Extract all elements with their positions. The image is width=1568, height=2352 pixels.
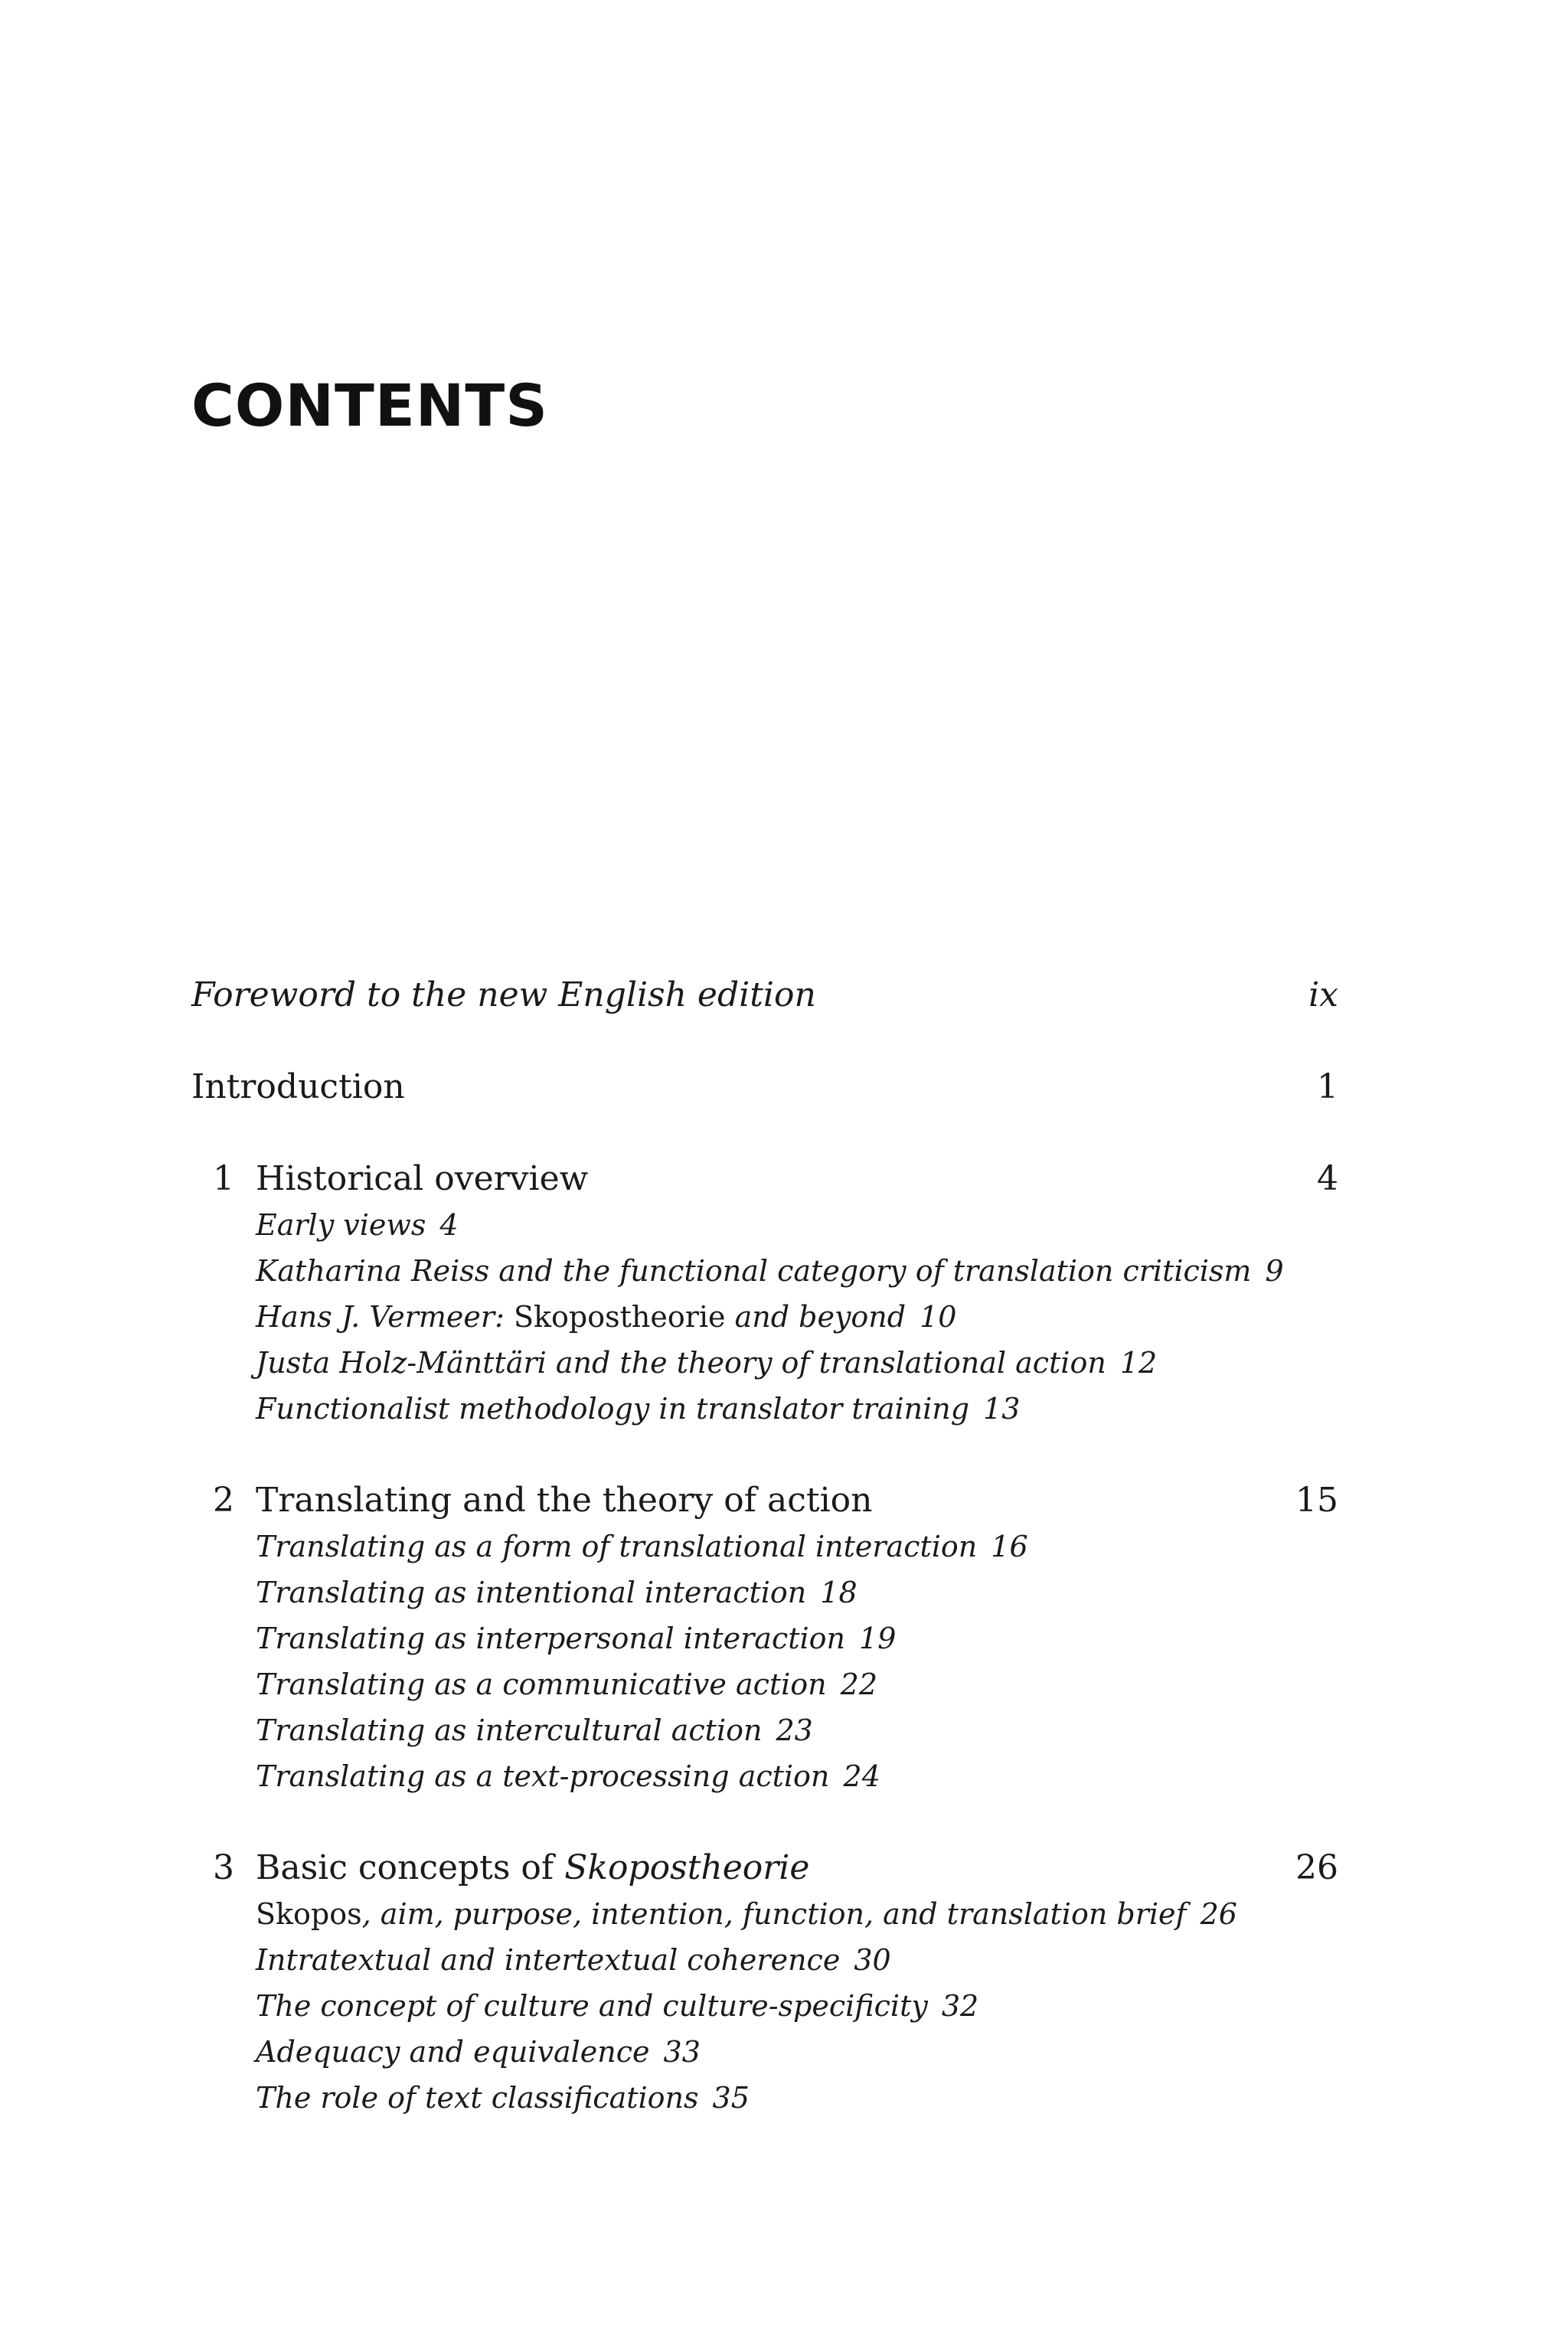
chapter-number: 1 — [213, 1159, 234, 1198]
toc-chapter-3[interactable] — [191, 1845, 1338, 1891]
section-page: 4 — [439, 1208, 459, 1242]
chapter-number: 3 — [213, 1848, 234, 1887]
section-page: 10 — [920, 1300, 957, 1334]
toc-entry-introduction[interactable] — [191, 1064, 1338, 1110]
spacer — [191, 1432, 1338, 1478]
section-page: 12 — [1119, 1346, 1158, 1380]
section-page: 30 — [854, 1943, 891, 1977]
section-page: 18 — [820, 1576, 858, 1609]
page-title: CONTENTS — [191, 371, 548, 439]
toc-section[interactable] — [256, 1386, 1338, 1432]
toc-entry-foreword[interactable] — [191, 972, 1338, 1018]
toc-entry-page: ix — [1308, 975, 1338, 1014]
section-page: 26 — [1200, 1897, 1237, 1931]
section-title: Functionalist methodology in translator training — [256, 1392, 970, 1426]
section-title: Adequacy and equivalence — [256, 2035, 650, 2069]
spacer — [191, 1110, 1338, 1156]
section-title: Translating as intentional interaction — [256, 1576, 807, 1609]
toc-section[interactable] — [256, 1340, 1338, 1386]
section-title-part-roman: Skopos — [256, 1897, 362, 1931]
section-page: 19 — [859, 1622, 897, 1655]
chapter-page: 26 — [1295, 1848, 1338, 1887]
toc-chapter-2[interactable] — [191, 1478, 1338, 1524]
section-title: Translating as intercultural action — [256, 1713, 763, 1747]
section-page: 22 — [840, 1668, 878, 1701]
toc-entry-page: 1 — [1317, 1067, 1338, 1106]
section-page: 35 — [712, 2081, 750, 2115]
section-title-part: , aim, purpose, intention, function, and translation brief — [361, 1897, 1187, 1931]
toc-section[interactable] — [256, 1524, 1338, 1570]
spacer — [191, 1018, 1338, 1064]
section-page: 32 — [941, 1989, 979, 2023]
section-title: Early views — [256, 1208, 426, 1242]
toc-chapter-1[interactable] — [191, 1156, 1338, 1202]
toc-section[interactable] — [256, 1707, 1338, 1753]
toc-section[interactable] — [256, 2029, 1338, 2075]
chapter-title: Translating and the theory of action — [256, 1481, 873, 1520]
section-page: 23 — [776, 1713, 813, 1747]
toc-section[interactable] — [256, 2075, 1338, 2121]
toc-section[interactable] — [256, 1891, 1338, 1937]
section-page: 33 — [663, 2035, 701, 2069]
section-page: 16 — [991, 1530, 1028, 1563]
chapter-title — [256, 1845, 809, 1891]
toc-entry-title: Foreword to the new English edition — [191, 975, 816, 1014]
toc-section[interactable] — [256, 1661, 1338, 1707]
section-title-part: Hans J. Vermeer: — [256, 1300, 514, 1334]
toc-section[interactable] — [256, 1202, 1338, 1248]
toc-section[interactable] — [256, 1753, 1338, 1799]
chapter-page: 4 — [1317, 1159, 1338, 1198]
toc-section[interactable] — [256, 1937, 1338, 1983]
section-title: Katharina Reiss and the functional category of translation criticism — [256, 1254, 1252, 1288]
section-title: Translating as a form of translational interaction — [256, 1530, 978, 1563]
section-title-part-roman: Skopostheorie — [513, 1300, 726, 1334]
toc-section[interactable] — [256, 1615, 1338, 1661]
section-title: Intratextual and intertextual coherence — [256, 1943, 841, 1977]
spacer — [191, 1799, 1338, 1845]
section-page: 24 — [843, 1759, 880, 1793]
chapter-title: Historical overview — [256, 1159, 589, 1198]
section-title: The role of text classifications — [256, 2081, 699, 2115]
section-page: 13 — [983, 1392, 1021, 1426]
section-title: The concept of culture and culture-specificity — [256, 1989, 928, 2023]
toc-section[interactable] — [256, 1248, 1338, 1294]
section-title: Translating as interpersonal interaction — [256, 1622, 846, 1655]
table-of-contents — [191, 972, 1338, 2121]
chapter-number: 2 — [213, 1481, 234, 1520]
section-title: Translating as a text-processing action — [256, 1759, 830, 1793]
toc-entry-title: Introduction — [191, 1067, 405, 1106]
chapter-page: 15 — [1295, 1481, 1338, 1520]
chapter-title-part-italic: Skopostheorie — [564, 1848, 810, 1887]
section-page: 9 — [1265, 1254, 1284, 1288]
chapter-title-part: Basic concepts of — [256, 1848, 565, 1887]
section-title: Justa Holz-Mänttäri and the theory of translational action — [256, 1346, 1106, 1380]
section-title-part: and beyond — [725, 1300, 906, 1334]
toc-section[interactable] — [256, 1570, 1338, 1615]
section-title: Translating as a communicative action — [256, 1668, 827, 1701]
toc-section[interactable] — [256, 1294, 1338, 1340]
toc-section[interactable] — [256, 1983, 1338, 2029]
